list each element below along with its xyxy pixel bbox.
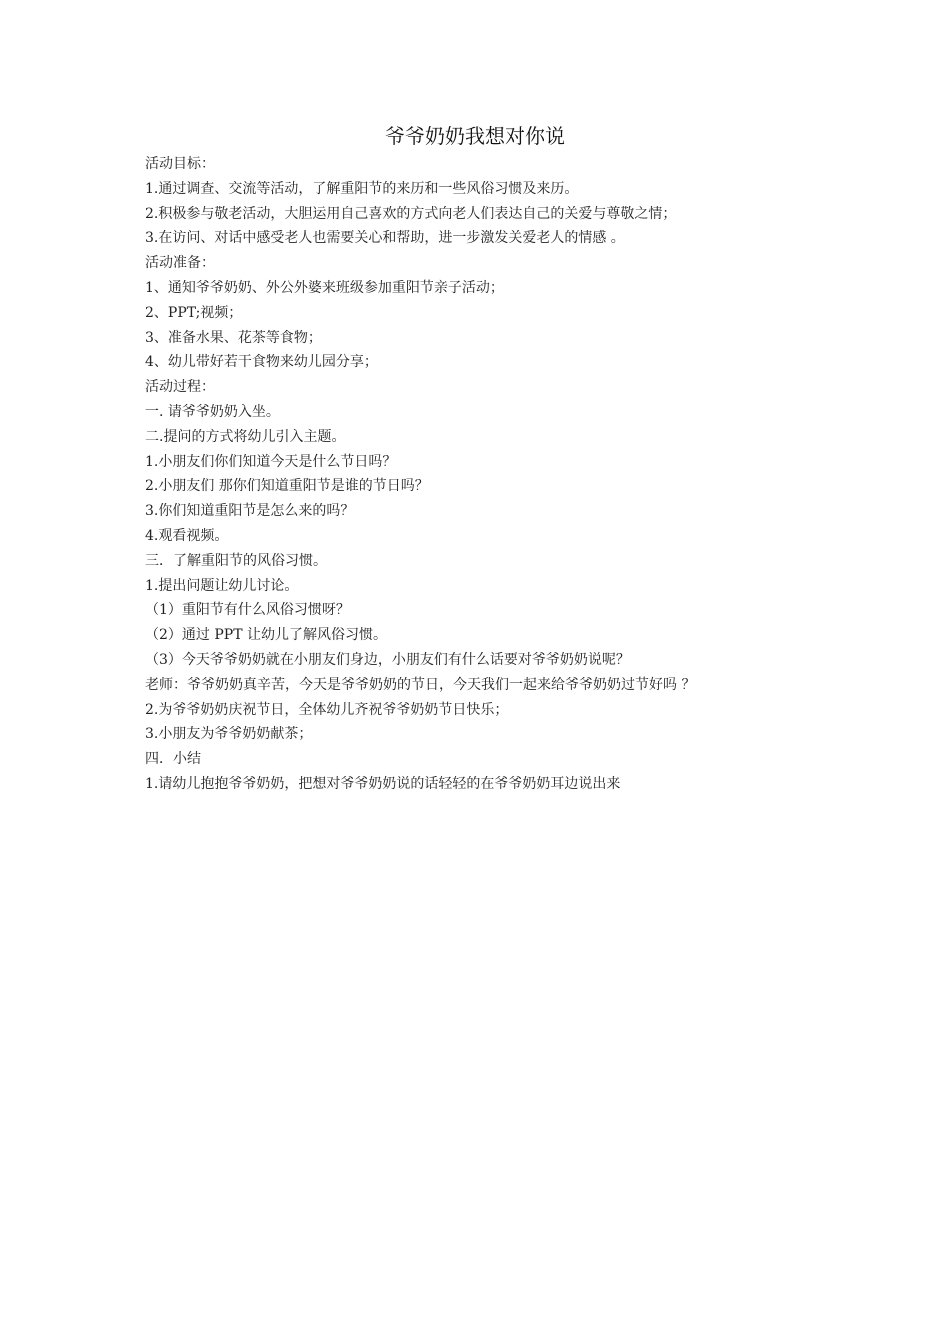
process-question-4: 4.观看视频。 [145,527,229,544]
process-question-2: 2.小朋友们 那你们知道重阳节是谁的节日吗？ [145,478,429,495]
celebration-item-2: 2.为爷爷奶奶庆祝节日，全体幼儿齐祝爷爷奶奶节日快乐； [145,701,509,718]
discussion-point-2: （2）通过 PPT 让幼儿了解风俗习惯。 [145,627,387,644]
preparation-item-4: 4、幼儿带好若干食物来幼儿园分享； [145,354,378,371]
goal-item-3: 3.在访问、对话中感受老人也需要关心和帮助，进一步激发关爱老人的情感 。 [145,230,625,247]
section-heading-process: 活动过程： [145,379,215,396]
process-step-1: 一. 请爷爷奶奶入坐。 [145,403,280,420]
discussion-point-1: （1）重阳节有什么风俗习惯呀？ [145,602,350,619]
teacher-remark: 老师：爷爷奶奶真辛苦，今天是爷爷奶奶的节日，今天我们一起来给爷爷奶奶过节好吗 ？ [145,676,696,693]
goal-item-2: 2.积极参与敬老活动，大胆运用自己喜欢的方式向老人们表达自己的关爱与尊敬之情； [145,205,677,222]
process-question-3: 3.你们知道重阳节是怎么来的吗？ [145,503,355,520]
preparation-item-1: 1、通知爷爷奶奶、外公外婆来班级参加重阳节亲子活动； [145,279,504,296]
process-discussion: 1.提出问题让幼儿讨论。 [145,577,299,594]
summary-item-1: 1.请幼儿抱抱爷爷奶奶，把想对爷爷奶奶说的话轻轻的在爷爷奶奶耳边说出来 [145,775,621,792]
celebration-item-3: 3.小朋友为爷爷奶奶献茶； [145,726,313,743]
goal-item-1: 1.通过调查、交流等活动，了解重阳节的来历和一些风俗习惯及来历。 [145,180,579,197]
process-step-3: 三．了解重阳节的风俗习惯。 [145,552,327,569]
preparation-item-3: 3、准备水果、花茶等食物； [145,329,322,346]
section-heading-summary: 四．小结 [145,751,201,768]
section-heading-goals: 活动目标： [145,156,215,172]
process-step-2: 二.提问的方式将幼儿引入主题。 [145,428,346,445]
section-heading-preparation: 活动准备： [145,255,215,272]
document-title: 爷爷奶奶我想对你说 [385,124,565,148]
discussion-point-3: （3）今天爷爷奶奶就在小朋友们身边，小朋友们有什么话要对爷爷奶奶说呢？ [145,651,630,668]
preparation-item-2: 2、PPT;视频； [145,304,243,321]
document-body [145,152,835,797]
process-question-1: 1.小朋友们你们知道今天是什么节日吗？ [145,453,397,470]
